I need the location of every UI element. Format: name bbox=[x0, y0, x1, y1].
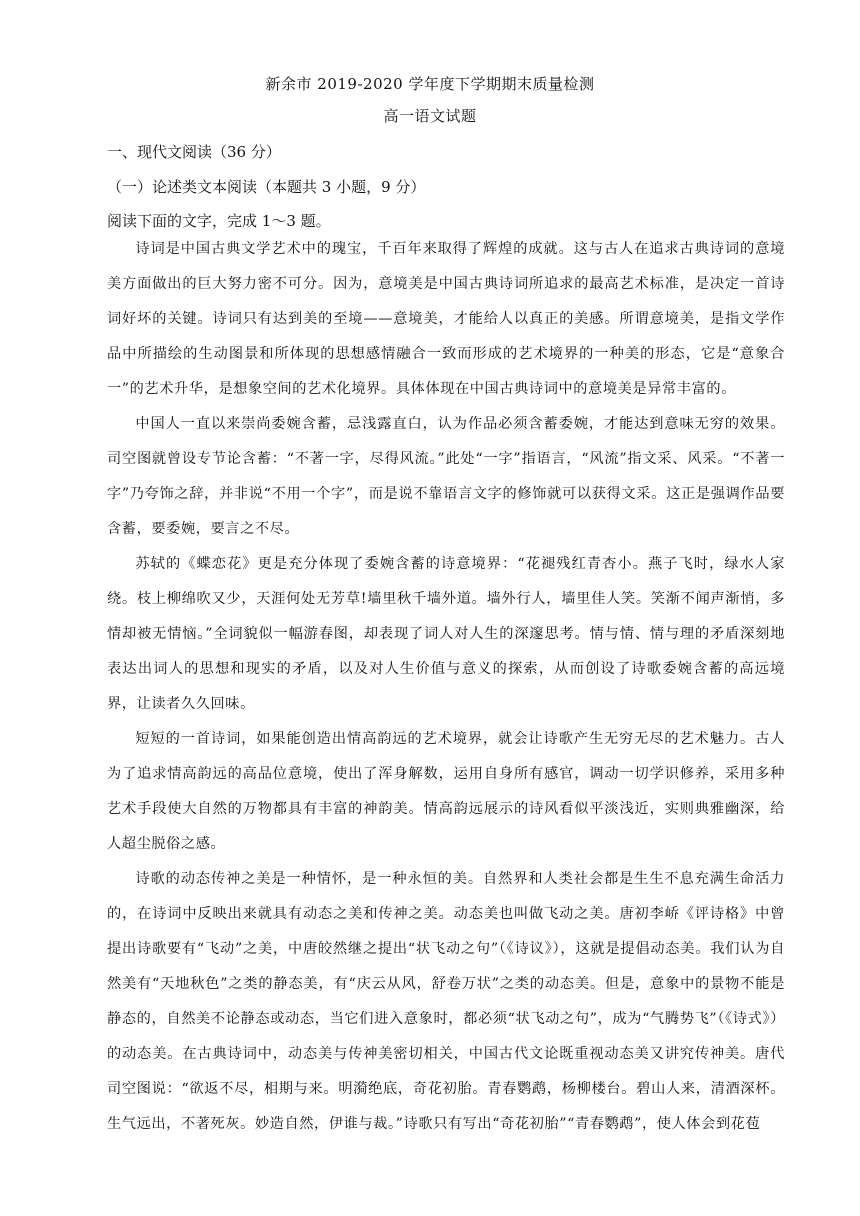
exam-title: 新余市 2019-2020 学年度下学期期末质量检测 bbox=[265, 75, 595, 93]
passage-paragraph: 中国人一直以来崇尚委婉含蓄，忌浅露直白，认为作品必须含蓄委婉，才能达到意味无穷的效果。司空图就曾设专节论含蓄：“不著一字，尽得风流。”此处“一字”指语言，“风流”指文采、风采。“不著一字”乃夸饰之辞，并非说“不用一个字”，而是说不靠语言文字的修饰就可以获得文采。这正是强调作品要含蓄，要委婉，要言之不尽。 bbox=[107, 416, 785, 537]
reading-instruction: 阅读下面的文字，完成 1～3 题。 bbox=[107, 212, 331, 230]
subsection-heading: （一）论述类文本阅读（本题共 3 小题，9 分） bbox=[107, 178, 426, 196]
passage-paragraph: 诗词是中国古典文学艺术中的瑰宝，千百年来取得了辉煌的成就。这与古人在追求古典诗词的意境美方面做出的巨大努力密不可分。因为，意境美是中国古典诗词所追求的最高艺术标准，是决定一首诗词好坏的关键。诗词只有达到美的至境——意境美，才能给人以真正的美感。所谓意境美，是指文学作品中所描绘的生动图景和所体现的思想感情融合一致而形成的艺术境界的一种美的形态，它是“意象合一”的艺术升华，是想象空间的艺术化境界。具体体现在中国古典诗词中的意境美是异常丰富的。 bbox=[107, 241, 785, 397]
passage-body bbox=[107, 232, 785, 1142]
passage-paragraph: 苏轼的《蝶恋花》更是充分体现了委婉含蓄的诗意境界：“花褪残红青杏小。燕子飞时，绿水人家绕。枝上柳绵吹又少，天涯何处无芳草!墙里秋千墙外道。墙外行人，墙里佳人笑。笑渐不闻声渐悄，多情却被无情恼。”全词貌似一幅游春图，却表现了词人对人生的深邃思考。情与情、情与理的矛盾深刻地表达出词人的思想和现实的矛盾，以及对人生价值与意义的探索，从而创设了诗歌委婉含蓄的高远境界，让读者久久回味。 bbox=[107, 556, 785, 712]
passage-paragraph: 诗歌的动态传神之美是一种情怀，是一种永恒的美。自然界和人类社会都是生生不息充满生命活力的，在诗词中反映出来就具有动态之美和传神之美。动态美也叫做飞动之美。唐初李峤《评诗格》中曾提出诗歌要有“飞动”之美，中唐皎然继之提出“状飞动之句”（《诗议》），这就是提倡动态美。我们认为自然美有“天地秋色”之类的静态美，有“庆云从风，舒卷万状”之类的动态美。但是，意象中的景物不能是静态的，自然美不论静态或动态，当它们进入意象时，都必须“状飞动之句”，成为“气腾势飞”（《诗式》）的动态美。在古典诗词中，动态美与传神美密切相关，中国古代文论既重视动态美又讲究传神美。唐代司空图说：“欲返不尽，相期与来。明漪绝底，奇花初胎。青春鹦鹉，杨柳楼台。碧山人来，清酒深杯。生气远出，不著死灰。妙造自然，伊谁与裁。”诗歌只有写出“奇花初胎”“青春鹦鹉”，使人体会到花苞 bbox=[107, 871, 785, 1132]
section-heading: 一、现代文阅读（36 分） bbox=[107, 143, 281, 161]
passage-paragraph: 短短的一首诗词，如果能创造出情高韵远的艺术境界，就会让诗歌产生无穷无尽的艺术魅力。古人为了追求情高韵远的高品位意境，使出了浑身解数，运用自身所有感官，调动一切学识修养，采用多种艺术手段使大自然的万物都具有丰富的神韵美。情高韵远展示的诗风看似平淡浅近，实则典雅幽深，给人超尘脱俗之感。 bbox=[107, 731, 785, 852]
exam-subtitle: 高一语文试题 bbox=[383, 107, 477, 125]
